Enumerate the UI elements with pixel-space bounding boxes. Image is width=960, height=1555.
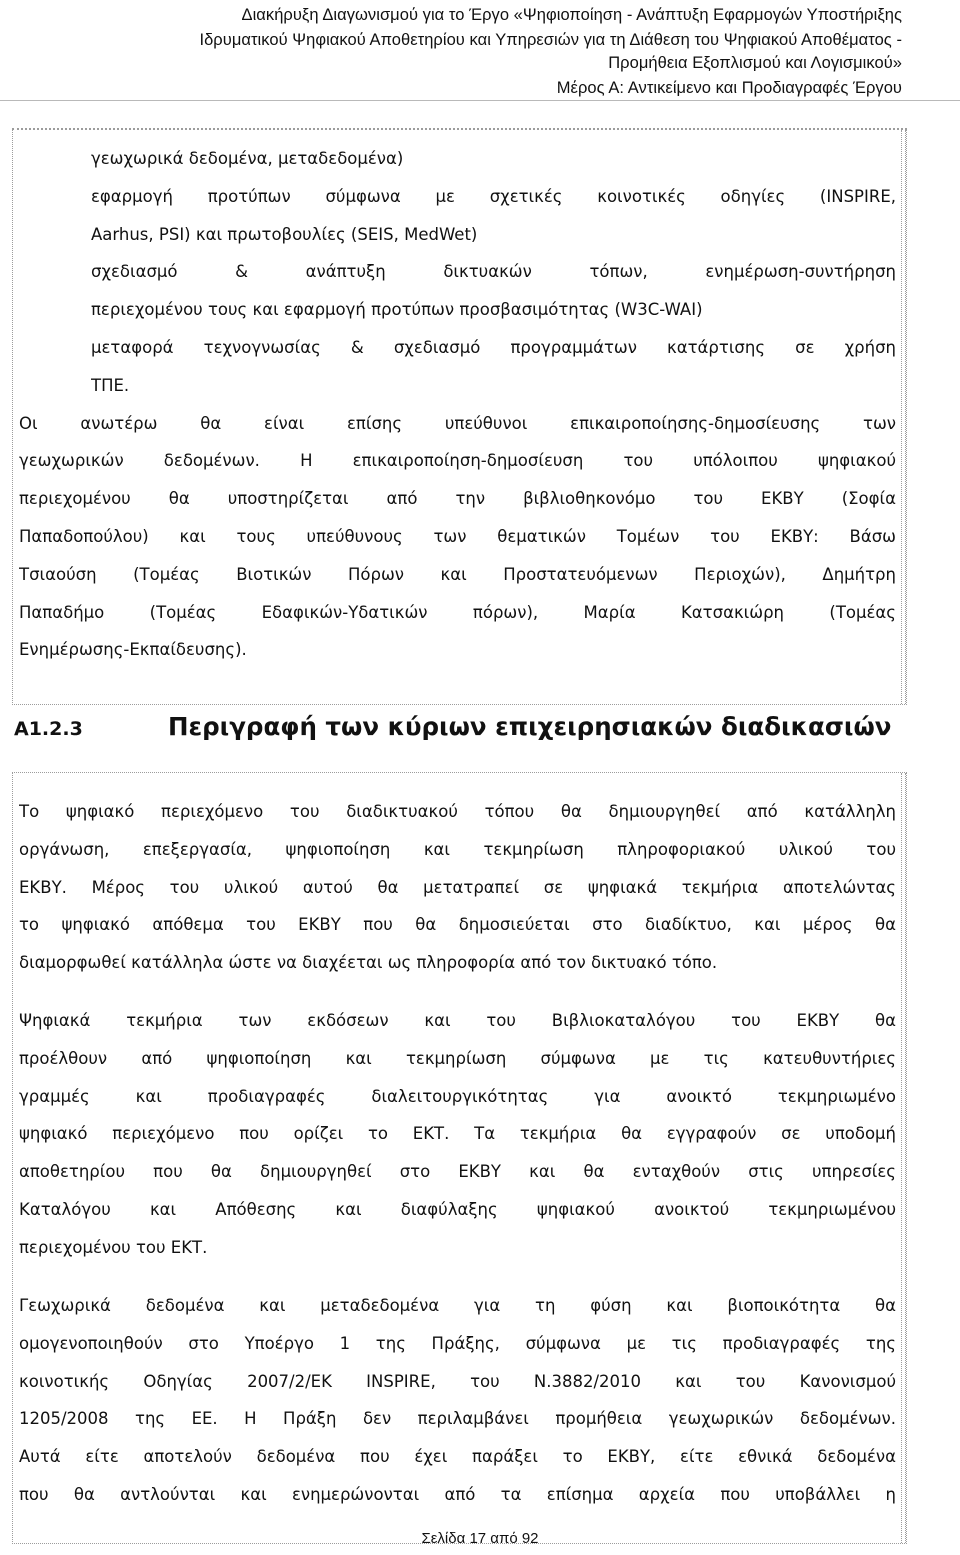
paragraph-line: Τσιαούση (Τομέας Βιοτικών Πόρων και Προστατευόμενων Περιοχών), Δημήτρη xyxy=(19,564,896,584)
bullet-item-websites-cont: περιεχομένου τους και εφαρμογή προτύπων προσβασιμότητας (W3C-WAI) xyxy=(91,300,703,320)
header-title-line-2: Ιδρυματικού Ψηφιακού Αποθετηρίου και Υπηρεσιών για τη Διάθεση του Ψηφιακού Αποθέματος - xyxy=(199,31,902,49)
paragraph-line: ομογενοποιηθούν στο Υποέργο 1 της Πράξης, σύμφωνα με τις προδιαγραφές της xyxy=(19,1333,896,1353)
paragraph-line: Αυτά είτε αποτελούν δεδομένα που έχει παράξει το ΕΚΒΥ, είτε εθνικά δεδομένα xyxy=(19,1447,896,1467)
paragraph-line: Το ψηφιακό περιεχόμενο του διαδικτυακού τόπου θα δημιουργηθεί από κατάλληλη xyxy=(19,802,896,821)
paragraph-line: προέλθουν από ψηφιοποίηση και τεκμηρίωση σύμφωνα με τις κατευθυντήριες xyxy=(19,1048,896,1068)
text-frame-section xyxy=(12,772,907,1544)
page-number-footer: Σελίδα 17 από 92 xyxy=(421,1530,539,1547)
paragraph-line: ψηφιακό περιεχόμενο που ορίζει το ΕΚΤ. Τα τεκμήρια θα εγγραφούν σε υποδομή xyxy=(19,1124,896,1144)
paragraph-line: Παπαδήμο (Τομέας Εδαφικών-Υδατικών πόρων), Μαρία Κατσακιώρη (Τομέας xyxy=(19,602,896,622)
header-part-label: Μέρος Α: Αντικείμενο και Προδιαγραφές Έργου xyxy=(556,79,902,97)
paragraph-line: οργάνωση, επεξεργασία, ψηφιοποίηση και τεκμηρίωση πληροφοριακού υλικού του xyxy=(19,839,896,859)
section-number: Α1.2.3 xyxy=(14,718,83,740)
paragraph-digital-content xyxy=(19,793,896,982)
frame-right-rule xyxy=(901,130,906,704)
paragraph-line: Ψηφιακά τεκμήρια των εκδόσεων και του Βιβλιοκαταλόγου του ΕΚΒΥ θα xyxy=(19,1011,896,1030)
paragraph-line: περιεχομένου του ΕΚΤ. xyxy=(19,1237,208,1257)
paragraph-line: Παπαδοπούλου) και τους υπεύθυνους των θεματικών Τομέων του ΕΚΒΥ: Βάσω xyxy=(19,526,896,546)
bullet-item-standards-cont: Aarhus, PSI) και πρωτοβουλίες (SEIS, MedWet) xyxy=(91,224,478,244)
section-heading xyxy=(14,712,960,752)
paragraph-line: διαμορφωθεί κατάλληλα ώστε να διαχέεται ως πληροφορία από τον δικτυακό τόπο. xyxy=(19,953,718,973)
paragraph-line: περιεχομένου θα υποστηρίζεται από την βιβλιοθηκονόμο του ΕΚΒΥ (Σοφία xyxy=(19,489,896,509)
paragraph-line: το ψηφιακό απόθεμα του ΕΚΒΥ που θα δημοσιεύεται στο διαδίκτυο, και μέρος θα xyxy=(19,915,896,935)
paragraph-digital-records xyxy=(19,1002,896,1267)
paragraph-line: 1205/2008 της ΕΕ. Η Πράξη δεν περιλαμβάνει προμήθεια γεωχωρικών δεδομένων. xyxy=(19,1409,896,1429)
bullet-item-training-cont: ΤΠΕ. xyxy=(91,375,130,395)
continuation-text xyxy=(19,140,896,669)
header-title-line-3: Προμήθεια Εξοπλισμού και Λογισμικού» xyxy=(608,54,902,72)
frame-right-rule xyxy=(901,773,906,1543)
paragraph-line: γραμμές και προδιαγραφές διαλειτουργικότητας για ανοικτό τεκμηριωμένο xyxy=(19,1086,896,1106)
paragraph-line: αποθετηρίου που θα δημιουργηθεί στο ΕΚΒΥ και θα ενταχθούν στις υπηρεσίες xyxy=(19,1162,896,1182)
paragraph-line: Καταλόγου και Απόθεσης και διαφύλαξης ψηφιακού ανοικτού τεκμηριωμένου xyxy=(19,1199,896,1219)
bullet-item-websites: σχεδιασμό & ανάπτυξη δικτυακών τόπων, ενημέρωση-συντήρηση xyxy=(91,253,896,291)
page-header xyxy=(0,6,960,101)
paragraph-line: Οι ανωτέρω θα είναι επίσης υπεύθυνοι επικαιροποίησης-δημοσίευσης των xyxy=(19,413,896,433)
header-title-line-1: Διακήρυξη Διαγωνισμού για το Έργο «Ψηφιοποίηση - Ανάπτυξη Εφαρμογών Υποστήριξης xyxy=(241,6,902,24)
paragraph-line: κοινοτικής Οδηγίας 2007/2/ΕΚ INSPIRE, του Ν.3882/2010 και του Κανονισμού xyxy=(19,1371,896,1391)
paragraph-line: γεωχωρικών δεδομένων. Η επικαιροποίηση-δημοσίευση του υπόλοιπου ψηφιακού xyxy=(19,451,896,471)
continuation-line: γεωχωρικά δεδομένα, μεταδεδομένα) xyxy=(91,149,404,168)
section-title: Περιγραφή των κύριων επιχειρησιακών διαδικασιών xyxy=(168,712,892,741)
bullet-item-training: μεταφορά τεχνογνωσίας & σχεδιασμό προγραμμάτων κατάρτισης σε χρήση xyxy=(91,329,896,367)
paragraph-geospatial-data xyxy=(19,1287,896,1514)
paragraph-line: Ενημέρωσης-Εκπαίδευσης). xyxy=(19,640,247,660)
paragraph-line: που θα αντλούνται και ενημερώνονται από τα επίσημα αρχεία που υποβάλλει η xyxy=(19,1484,896,1504)
paragraph-line: Γεωχωρικά δεδομένα και μεταδεδομένα για τη φύση και βιοποικότητα θα xyxy=(19,1296,896,1315)
bullet-item-standards: εφαρμογή προτύπων σύμφωνα με σχετικές κοινοτικές οδηγίες (INSPIRE, xyxy=(91,178,896,216)
paragraph-line: ΕΚΒΥ. Μέρος του υλικού αυτού θα μετατραπεί σε ψηφιακά τεκμήρια αποτελώντας xyxy=(19,877,896,897)
text-frame-continuation xyxy=(12,128,907,705)
